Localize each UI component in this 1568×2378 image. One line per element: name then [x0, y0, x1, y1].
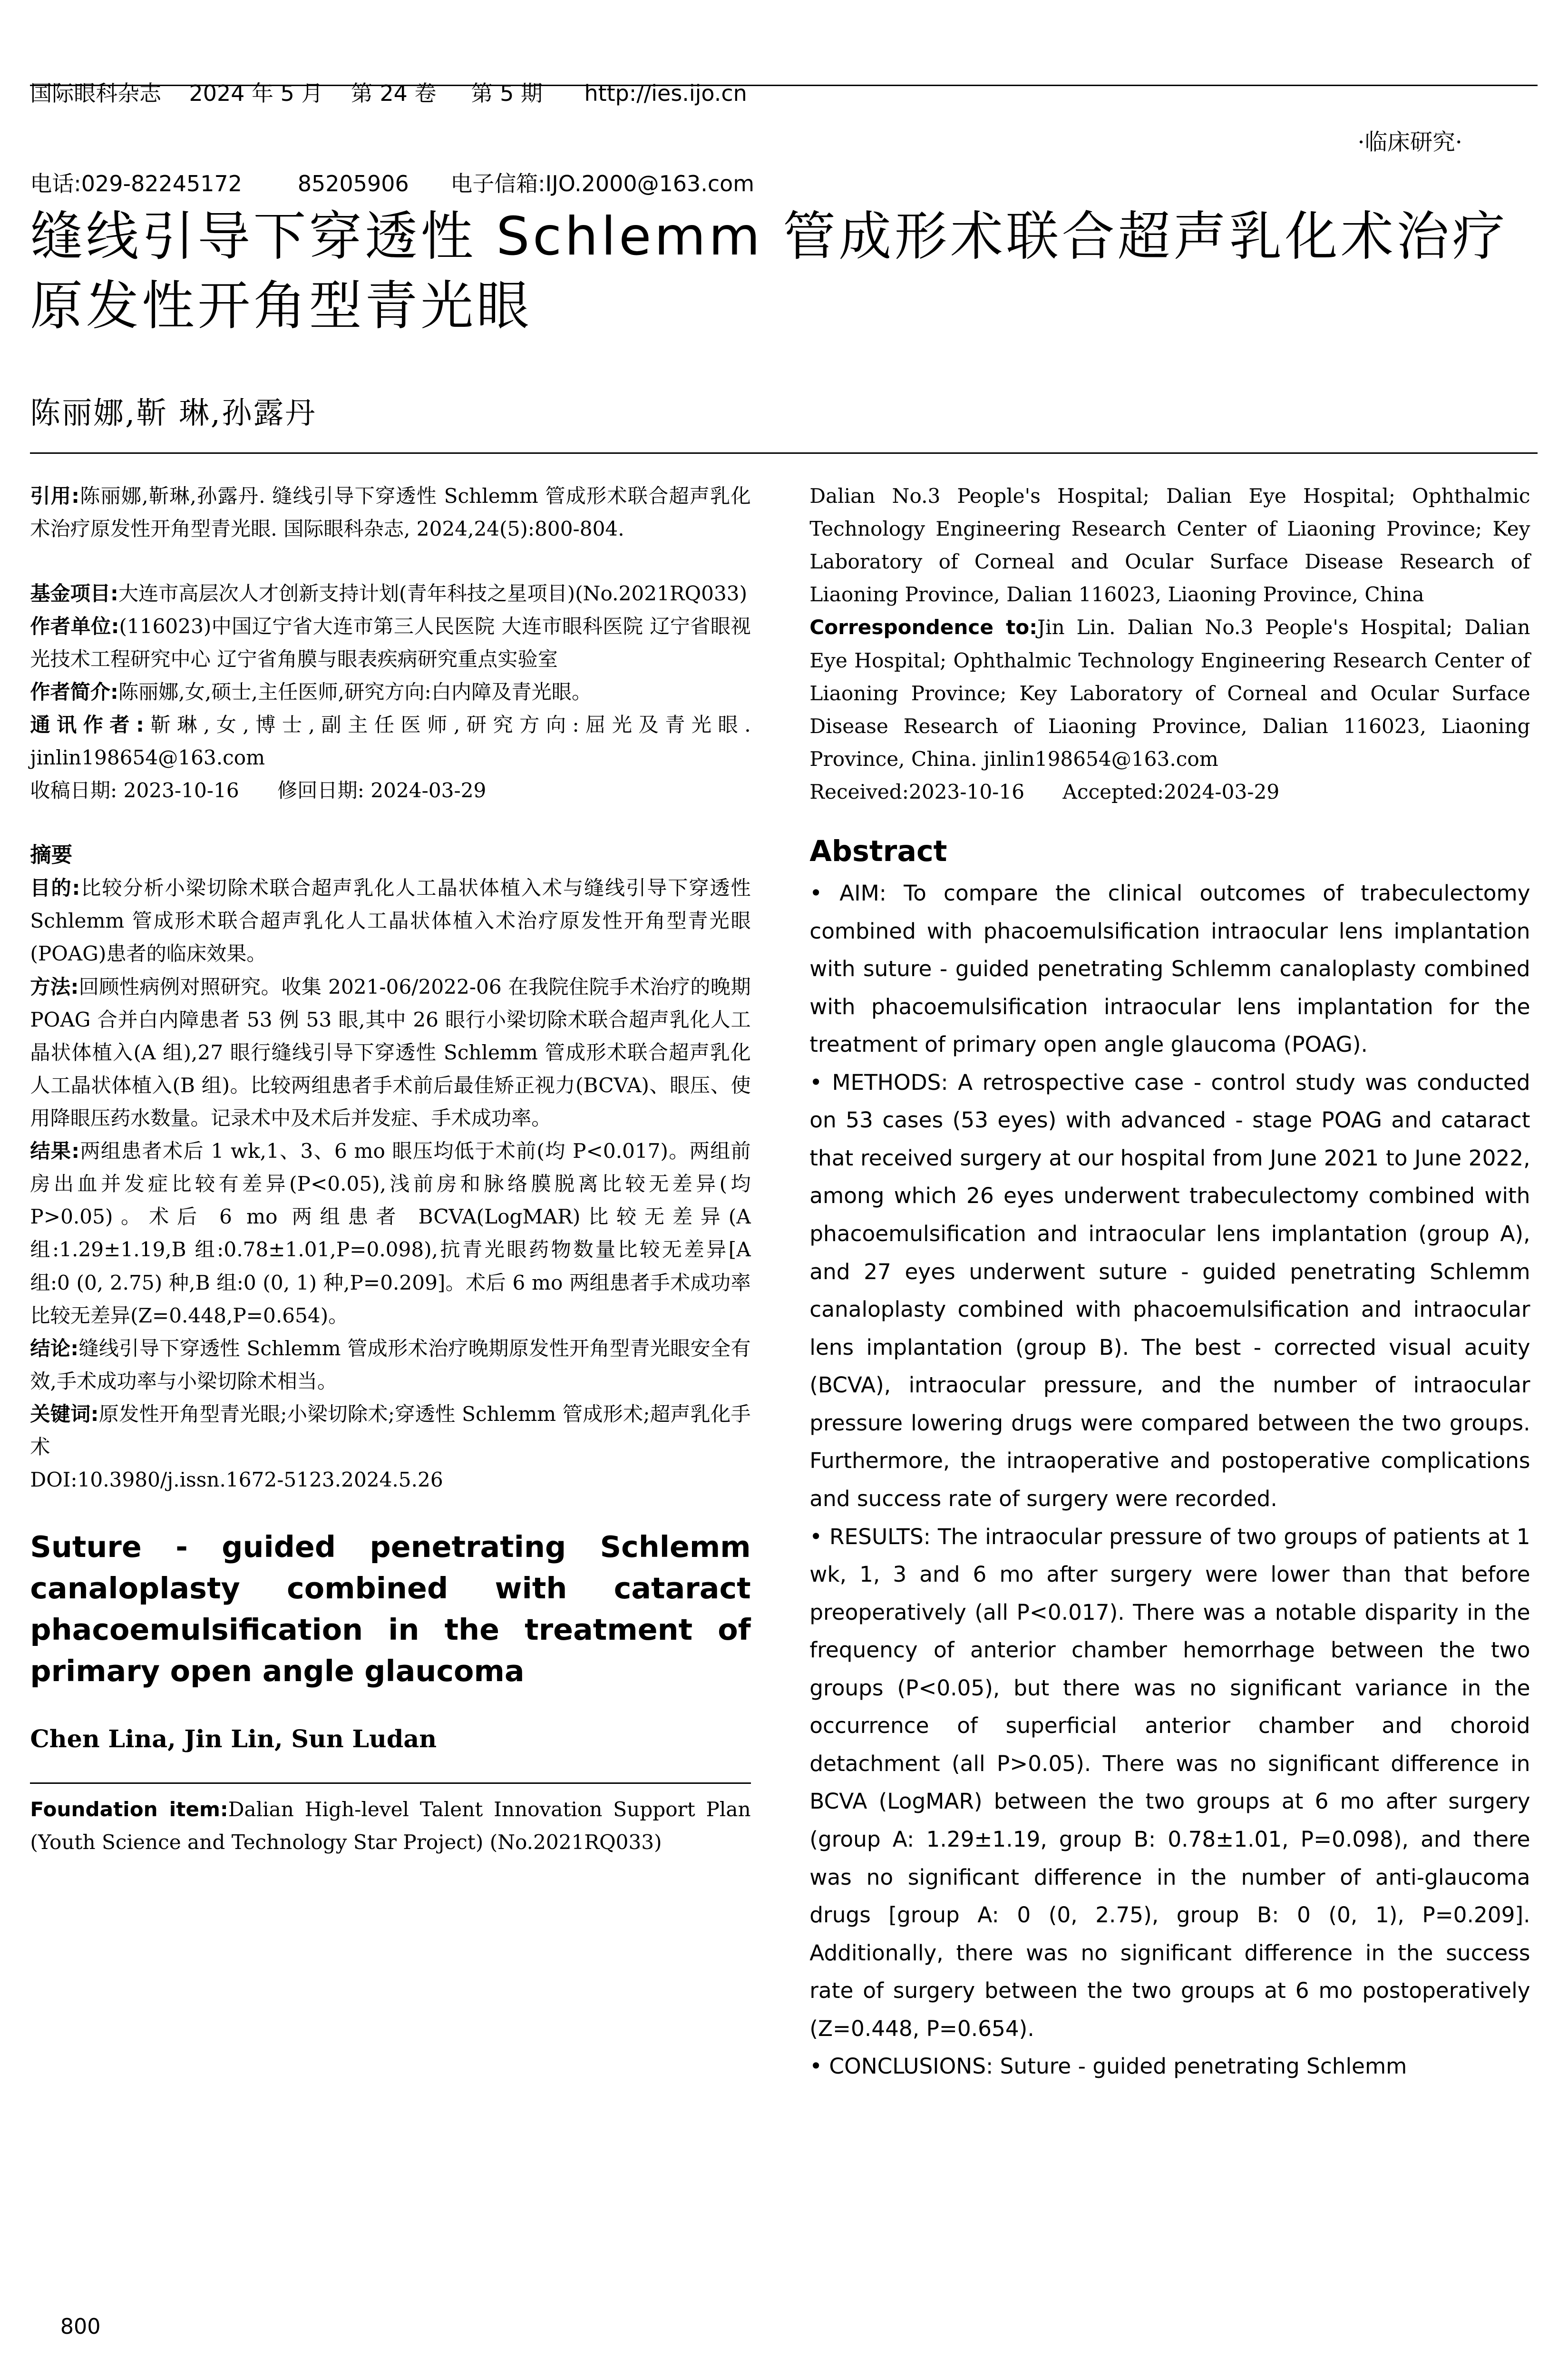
- abstract-results: • RESULTS: The intraocular pressure of two groups of patients at 1 wk, 1, 3 and 6 mo after surgery were lower than that before preoperatively (all P<0.017). There was a notable disparity in the frequency of anterior chamber hemorrhage between the two groups (P<0.05), but there was no significant variance in the occurrence of superficial anterior chamber and choroid detachment (all P>0.05). There was no significant difference in BCVA (LogMAR) between the two groups at 6 mo after surgery (group A: 1.29±1.19, group B: 0.78±1.01, P=0.098), and there was no significant difference in the number of anti-glaucoma drugs [group A: 0 (0, 2.75), group B: 0 (0, 1), P=0.209]. Additionally, there was no significant difference in the success rate of surgery between the two groups at 6 mo postoperatively (Z=0.448, P=0.654).: [809, 1524, 1530, 2041]
- results-label: 结果:: [30, 1139, 80, 1163]
- dates-cn: 收稿日期: 2023-10-16 修回日期: 2024-03-29: [30, 779, 487, 802]
- fund: [30, 577, 750, 610]
- header-line-1: 国际眼科杂志 2024 年 5 月 第 24 卷 第 5 期 http://ies.ijo.cn: [30, 80, 747, 106]
- header-rule: [30, 85, 1538, 86]
- conclusion-cn: [30, 1332, 750, 1398]
- fund-text: 大连市高层次人才创新支持计划(青年科技之星项目)(No.2021RQ033): [118, 581, 748, 605]
- english-title: Suture - guided penetrating Schlemm canaloplasty combined with cataract phacoemulsification in the treatment of primary open angle glaucoma: [30, 1529, 751, 1689]
- conclusion-label: 结论:: [30, 1336, 79, 1360]
- abstract-conclusions: • CONCLUSIONS: Suture - guided penetrating Schlemm: [809, 2054, 1407, 2079]
- right-column: [809, 480, 1530, 2085]
- bio-label: 作者简介:: [30, 680, 118, 704]
- keywords: [30, 1398, 750, 1463]
- authors-cn: 陈丽娜,靳 琳,孙露丹: [30, 395, 317, 431]
- received-dates: Received:2023-10-16 Accepted:2024-03-29: [809, 780, 1280, 804]
- left-column: [30, 480, 750, 1859]
- corr-text: 靳琳,女,博士,副主任医师,研究方向:屈光及青光眼. jinlin198654@163.com: [30, 713, 751, 770]
- citation: [30, 480, 750, 545]
- conclusion-text: 缝线引导下穿透性 Schlemm 管成形术治疗晚期原发性开角型青光眼安全有效,手术成功率与小梁切除术相当。: [30, 1336, 751, 1393]
- section-tag: ·临床研究·: [1357, 129, 1462, 156]
- methods-cn: [30, 970, 750, 1135]
- foundation-rule: [30, 1782, 750, 1784]
- page-number: 800: [60, 2314, 101, 2339]
- correspondence-en: [809, 611, 1530, 775]
- bio-text: 陈丽娜,女,硕士,主任医师,研究方向:白内障及青光眼。: [118, 680, 592, 704]
- abstract-en: [809, 874, 1530, 2085]
- correspondence-text: Jin Lin. Dalian No.3 People's Hospital; Dalian Eye Hospital; Ophthalmic Technology Engineering Research Center of Liaoning Province; Key Laboratory of Corneal and Ocular Surface Disease Research of Liaoning Province, Dalian 116023, Liaoning Province, China. jinlin198654@163.com: [809, 616, 1530, 771]
- results-text: 两组患者术后 1 wk,1、3、6 mo 眼压均低于术前(均 P<0.017)。两组前房出血并发症比较有差异(P<0.05),浅前房和脉络膜脱离比较无差异(均 P>0.05)。术后 6 mo 两组患者 BCVA(LogMAR)比较无差异(A 组:1.29±1.19,B 组:0.78±1.01,P=0.098),抗青光眼药物数量比较无差异[A 组:0 (0, 2.75) 种,B 组:0 (0, 1) 种,P=0.209]。术后 6 mo 两组患者手术成功率比较无差异(Z=0.448,P=0.654)。: [30, 1139, 751, 1327]
- objective-text: 比较分析小梁切除术联合超声乳化人工晶状体植入术与缝线引导下穿透性 Schlemm 管成形术联合超声乳化人工晶状体植入术治疗原发性开角型青光眼(POAG)患者的临床效果。: [30, 876, 751, 966]
- keywords-label: 关键词:: [30, 1402, 99, 1426]
- methods-text: 回顾性病例对照研究。收集 2021-06/2022-06 在我院住院手术治疗的晚期 POAG 合并白内障患者 53 例 53 眼,其中 26 眼行小梁切除术联合超声乳化人工晶状体植入(A 组),27 眼行缝线引导下穿透性 Schlemm 管成形术联合超声乳化人工晶状体植入(B 组)。比较两组患者手术前后最佳矫正视力(BCVA)、眼压、使用降眼压药水数量。记录术中及术后并发症、手术成功率。: [30, 975, 751, 1130]
- header-line-2: 电话:029-82245172 85205906 电子信箱:IJO.2000@163.com: [30, 171, 755, 197]
- foundation-item: [30, 1793, 750, 1859]
- citation-label: 引用:: [30, 484, 79, 508]
- abstract-heading-en: Abstract: [809, 835, 947, 869]
- foundation-text: Dalian High-level Talent Innovation Support Plan (Youth Science and Technology Star Project) (No.2021RQ033): [30, 1797, 751, 1854]
- unit-label: 作者单位:: [30, 614, 119, 638]
- foundation-label: Foundation item:: [30, 1797, 228, 1821]
- unit: [30, 610, 750, 675]
- abstract-aim: • AIM: To compare the clinical outcomes of trabeculectomy combined with phacoemulsification intraocular lens implantation with suture - guided penetrating Schlemm canaloplasty combined with phacoemulsification intraocular lens implantation for the treatment of primary open angle glaucoma (POAG).: [809, 880, 1530, 1057]
- results-cn: [30, 1135, 750, 1332]
- abstract-heading-cn: 摘要: [30, 843, 73, 868]
- corr-label: 通讯作者:: [30, 713, 144, 737]
- english-authors: Chen Lina, Jin Lin, Sun Ludan: [30, 1724, 437, 1753]
- title-rule: [30, 452, 1538, 454]
- doi[interactable]: DOI:10.3980/j.issn.1672-5123.2024.5.26: [30, 1468, 443, 1492]
- bio: [30, 675, 750, 708]
- fund-label: 基金项目:: [30, 581, 118, 605]
- objective-label: 目的:: [30, 876, 80, 900]
- correspondence-label: Correspondence to:: [809, 616, 1038, 639]
- methods-label: 方法:: [30, 975, 79, 998]
- abstract-methods: • METHODS: A retrospective case - control study was conducted on 53 cases (53 eyes) with advanced - stage POAG and cataract that received surgery at our hospital from June 2021 to June 2022, among which 26 eyes underwent trabeculectomy combined with phacoemulsification and intraocular lens implantation (group A), and 27 eyes underwent suture - guided penetrating Schlemm canaloplasty combined with phacoemulsification and intraocular lens implantation (group B). The best - corrected visual acuity (BCVA), intraocular pressure, and the number of intraocular pressure lowering drugs were compared between the two groups. Furthermore, the intraoperative and postoperative complications and success rate of surgery were recorded.: [809, 1069, 1530, 1511]
- article-title: 缝线引导下穿透性 Schlemm 管成形术联合超声乳化术治疗原发性开角型青光眼: [30, 206, 1508, 337]
- keywords-text: 原发性开角型青光眼;小梁切除术;穿透性 Schlemm 管成形术;超声乳化手术: [30, 1402, 751, 1459]
- affiliation-en: Dalian No.3 People's Hospital; Dalian Eye Hospital; Ophthalmic Technology Engineering Research Center of Liaoning Province; Key Laboratory of Corneal and Ocular Surface Disease Research of Liaoning Province, Dalian 116023, Liaoning Province, China: [809, 484, 1530, 607]
- corresponding-author: [30, 708, 750, 774]
- objective: [30, 871, 750, 970]
- unit-text: (116023)中国辽宁省大连市第三人民医院 大连市眼科医院 辽宁省眼视光技术工程研究中心 辽宁省角膜与眼表疾病研究重点实验室: [30, 614, 751, 671]
- citation-text: 陈丽娜,靳琳,孙露丹. 缝线引导下穿透性 Schlemm 管成形术联合超声乳化术治疗原发性开角型青光眼. 国际眼科杂志, 2024,24(5):800-804.: [30, 484, 751, 541]
